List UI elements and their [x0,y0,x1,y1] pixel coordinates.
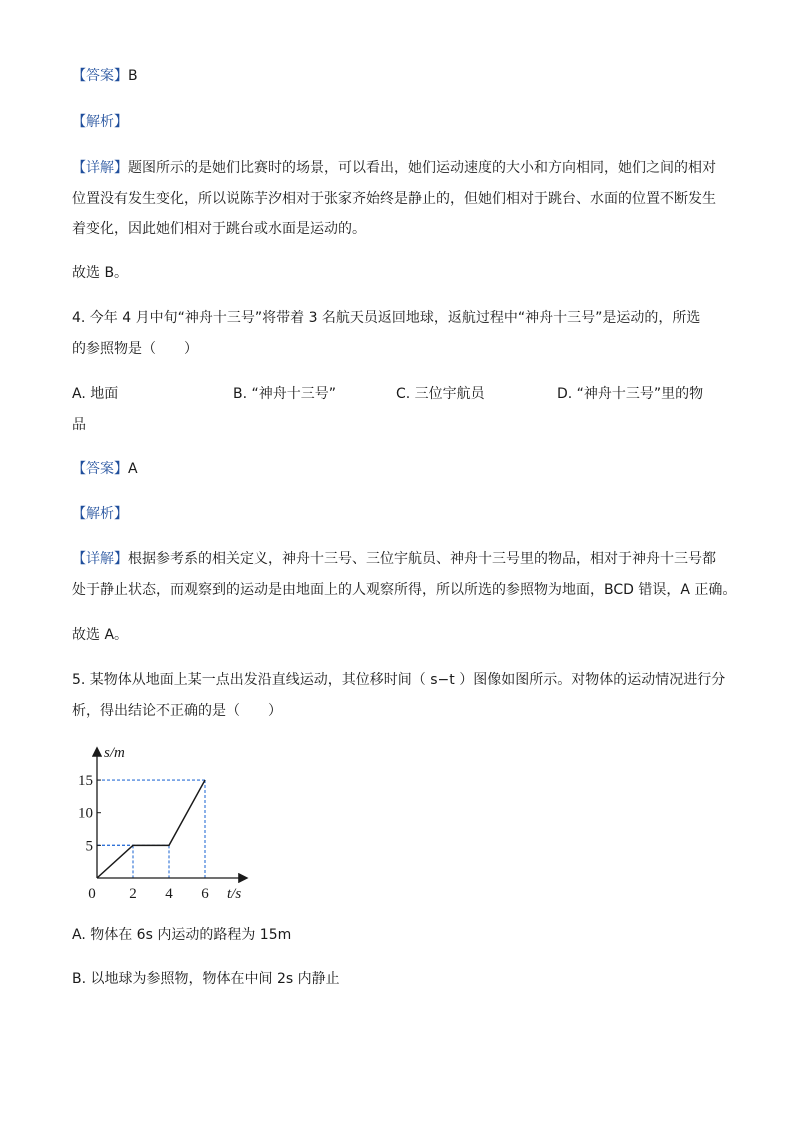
series-line [97,780,205,878]
q4-conclusion: 故选 A。 [72,627,129,643]
q4-option-b: B. “神舟十三号” [233,386,337,402]
q4-option-c: C. 三位宇航员 [396,386,485,402]
q4-answer [72,459,138,479]
q4-stem-line1: 4. 今年 4 月中旬“神舟十三号”将带着 3 名航天员返回地球，返航过程中“神舟十三号”是运动的，所选 [72,310,701,326]
q3-detail-line1 [72,158,716,178]
detail-text: 题图所示的是她们比赛时的场景，可以看出，她们运动速度的大小和方向相同，她们之间的相对 [128,160,716,176]
y-tick-label: 5 [85,838,93,855]
y-tick-label: 15 [78,773,93,790]
answer-tag: 【答案】 [72,461,128,477]
q3-detail-line3: 着变化，因此她们相对于跳台或水面是运动的。 [72,221,366,237]
x-tick-label: 4 [165,886,173,902]
q3-conclusion: 故选 B。 [72,265,129,281]
q3-answer [72,66,138,86]
q5-stem-line1: 5. 某物体从地面上某一点出发沿直线运动，其位移时间（ s−t ）图像如图所示。对物体的运动情况进行分 [72,672,726,688]
analysis-tag: 【解析】 [72,114,128,130]
q4-option-d-wrap: 品 [72,417,86,433]
q3-detail-line2: 位置没有发生变化，所以说陈芋汐相对于张家齐始终是静止的，但她们相对于跳台、水面的位置不断发生 [72,191,716,207]
q4-stem-line2: 的参照物是（ ） [72,341,198,357]
analysis-tag: 【解析】 [72,506,128,522]
s-t-chart [60,735,270,905]
q3-analysis [72,112,128,132]
detail-tag: 【详解】 [72,551,128,567]
q5-stem-line2: 析，得出结论不正确的是（ ） [72,703,282,719]
y-tick-label: 10 [78,805,93,822]
q5-option-a: A. 物体在 6s 内运动的路程为 15m [72,927,292,943]
q4-detail-line1 [72,549,716,569]
q5-option-b: B. 以地球为参照物，物体在中间 2s 内静止 [72,971,340,987]
q4-option-d: D. “神舟十三号”里的物 [557,386,704,402]
answer-tag: 【答案】 [72,68,128,84]
x-tick-label: 2 [129,886,137,902]
answer-value: B [128,68,138,84]
answer-value: A [128,461,138,477]
detail-text: 根据参考系的相关定义，神舟十三号、三位宇航员、神舟十三号里的物品，相对于神舟十三号都 [128,551,716,567]
origin-label: 0 [88,886,96,902]
q4-detail-line2: 处于静止状态，而观察到的运动是由地面上的人观察所得，所以所选的参照物为地面，BCD 错误，A 正确。 [72,582,737,598]
q4-analysis [72,504,128,524]
x-tick-label: 6 [201,886,209,902]
q4-option-a: A. 地面 [72,386,119,402]
detail-tag: 【详解】 [72,160,128,176]
x-axis-label: t/s [227,886,242,902]
y-axis-label: s/m [104,745,125,761]
